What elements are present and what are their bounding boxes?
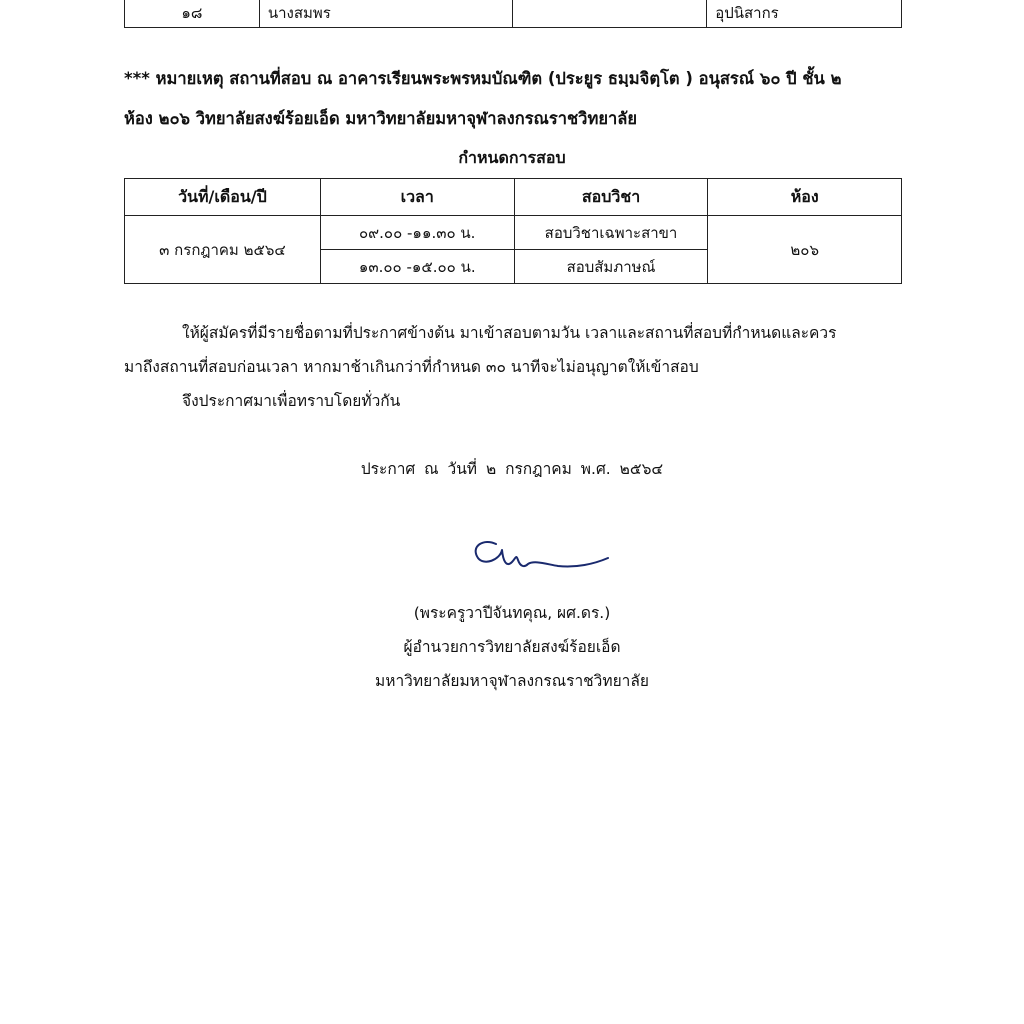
note-line-2: ห้อง ๒๐๖ วิทยาลัยสงฆ์ร้อยเอ็ด มหาวิทยาลัยมหาจุฬาลงกรณราชวิทยาลัย xyxy=(124,109,638,128)
candidate-list-table xyxy=(124,0,902,28)
exam-date: ๓ กรกฎาคม ๒๕๖๔ xyxy=(125,216,321,284)
signer-position: ผู้อำนวยการวิทยาลัยสงฆ์ร้อยเอ็ด xyxy=(403,638,621,656)
announcement-date: ประกาศ ณ วันที่ ๒ กรกฎาคม พ.ศ. ๒๕๖๔ xyxy=(360,460,664,478)
exam-time: ๑๓.๐๐ -๑๕.๐๐ น. xyxy=(320,250,514,284)
exam-room: ๒๐๖ xyxy=(708,216,902,284)
exam-subject: สอบวิชาเฉพาะสาขา xyxy=(514,216,708,250)
signature-image xyxy=(466,530,616,580)
table-row xyxy=(125,0,902,28)
exam-schedule-table xyxy=(124,178,902,284)
instruction-paragraph-1: ให้ผู้สมัครที่มีรายชื่อตามที่ประกาศข้างต้น มาเข้าสอบตามวัน เวลาและสถานที่สอบที่กำหนดและควร xyxy=(182,324,837,342)
header-subject: สอบวิชา xyxy=(514,179,708,216)
signer-name: (พระครูวาปีจันทคุณ, ผศ.ดร.) xyxy=(413,604,611,622)
table-row xyxy=(125,216,902,250)
row-number: ๑๘ xyxy=(125,0,260,28)
candidate-name: นางสมพร xyxy=(259,0,512,28)
header-time: เวลา xyxy=(320,179,514,216)
exam-time: ๐๙.๐๐ -๑๑.๓๐ น. xyxy=(320,216,514,250)
header-date: วันที่/เดือน/ปี xyxy=(125,179,321,216)
instruction-paragraph-2: มาถึงสถานที่สอบก่อนเวลา หากมาช้าเกินกว่าที่กำหนด ๓๐ นาทีจะไม่อนุญาตให้เข้าสอบ xyxy=(124,358,699,376)
exam-subject: สอบสัมภาษณ์ xyxy=(514,250,708,284)
signer-organization: มหาวิทยาลัยมหาจุฬาลงกรณราชวิทยาลัย xyxy=(375,672,649,690)
closing-paragraph: จึงประกาศมาเพื่อทราบโดยทั่วกัน xyxy=(182,392,401,410)
header-room: ห้อง xyxy=(708,179,902,216)
candidate-role: อุปนิสากร xyxy=(707,0,902,28)
schedule-title: กำหนดการสอบ xyxy=(458,148,566,167)
schedule-header-row xyxy=(125,179,902,216)
note-line-1: *** หมายเหตุ สถานที่สอบ ณ อาคารเรียนพระพรหมบัณฑิต (ประยูร ธมฺมจิตฺโต ) อนุสรณ์ ๖๐ ปี ชั้น ๒ xyxy=(124,69,842,88)
empty-cell xyxy=(512,0,707,28)
